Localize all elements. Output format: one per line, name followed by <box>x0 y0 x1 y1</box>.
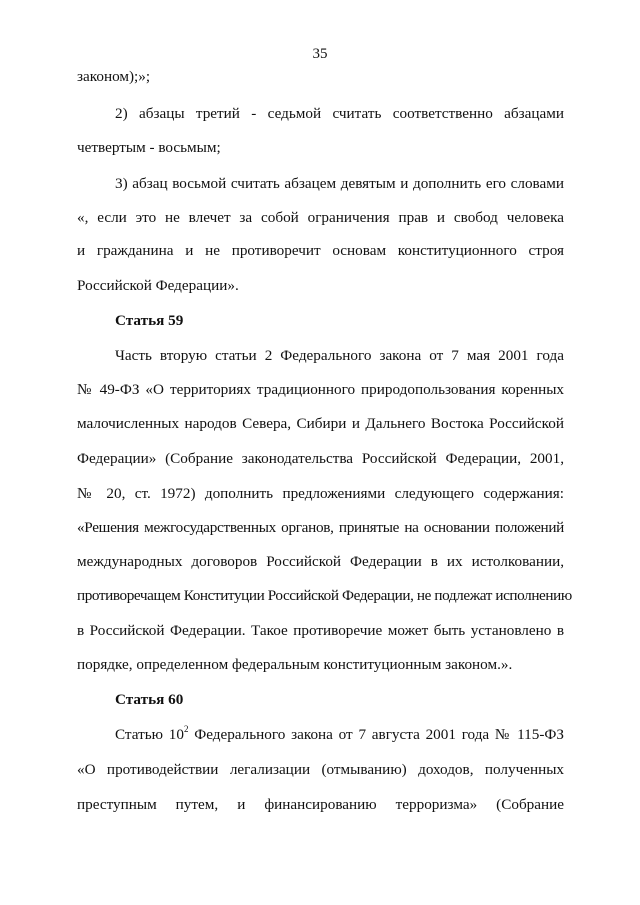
article-heading: Статья 60 <box>115 691 184 708</box>
article-heading: Статья 59 <box>115 312 184 329</box>
text-line: преступным путем, и финансированию терроризма» (Собрание <box>77 796 564 813</box>
text-line: противоречащем Конституции Российской Федерации, не подлежат исполнению <box>77 587 572 604</box>
text-line: № 49-ФЗ «О территориях традиционного природопользования коренных <box>77 381 564 398</box>
text-fragment: Статью 10 <box>115 726 184 743</box>
text-fragment: Федерального закона от 7 августа 2001 года № 115-ФЗ <box>188 726 564 743</box>
text-line: Российской Федерации». <box>77 277 239 294</box>
text-line: малочисленных народов Севера, Сибири и Дальнего Востока Российской <box>77 415 564 432</box>
text-line: 2) абзацы третий - седьмой считать соответственно абзацами <box>115 105 564 122</box>
text-line: Часть вторую статьи 2 Федерального закона от 7 мая 2001 года <box>115 347 564 364</box>
text-line: «, если это не влечет за собой ограничения прав и свобод человека <box>77 209 564 226</box>
text-line: «О противодействии легализации (отмыванию) доходов, полученных <box>77 761 564 778</box>
text-line <box>115 725 564 745</box>
text-line: четвертым - восьмым; <box>77 139 221 156</box>
text-line: порядке, определенном федеральным конституционным законом.». <box>77 656 513 673</box>
text-line: и гражданина и не противоречит основам конституционного строя <box>77 242 564 259</box>
text-line: законом);»; <box>77 68 151 85</box>
text-line: в Российской Федерации. Такое противоречие может быть установлено в <box>77 622 564 639</box>
text-line: 3) абзац восьмой считать абзацем девятым и дополнить его словами <box>115 175 564 192</box>
text-line: международных договоров Российской Федерации в их истолковании, <box>77 553 564 570</box>
text-line: № 20, ст. 1972) дополнить предложениями следующего содержания: <box>77 485 564 502</box>
page-number: 35 <box>312 46 328 62</box>
text-line: «Решения межгосударственных органов, принятые на основании положений <box>77 519 564 536</box>
superscript: 2 <box>183 724 189 734</box>
text-line: Федерации» (Собрание законодательства Российской Федерации, 2001, <box>77 450 564 467</box>
